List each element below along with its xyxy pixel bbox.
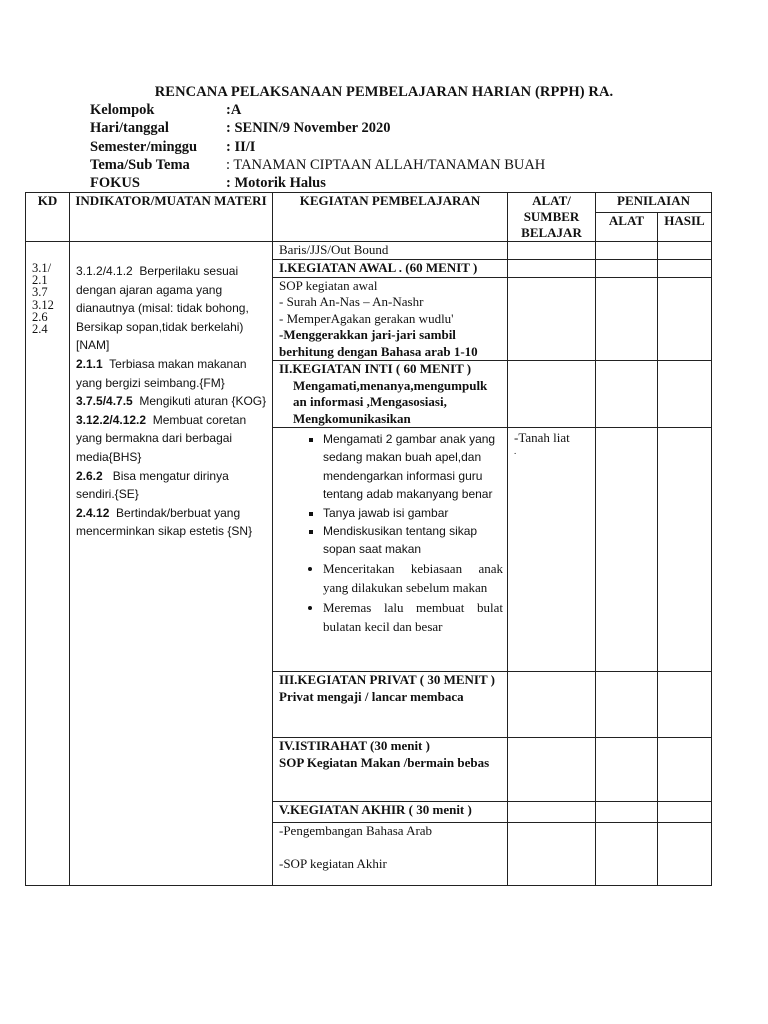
akhir-item: -SOP kegiatan Akhir — [279, 855, 387, 871]
meta-key: Semester/minggu — [90, 138, 198, 155]
header-alat-sumber: ALAT/ SUMBER BELAJAR — [508, 193, 596, 242]
kegiatan-istirahat-title: IV.ISTIRAHAT (30 menit ) — [279, 738, 430, 753]
inti-item: • Menceritakan kebiasaan anak yang dilakukan sebelum makan — [323, 559, 503, 598]
meta-value: : TANAMAN CIPTAAN ALLAH/TANAMAN BUAH — [226, 156, 546, 173]
kegiatan-awal-content — [273, 277, 508, 361]
meta-key: Hari/tanggal — [90, 120, 169, 137]
kd-item: 2.1 — [32, 273, 48, 288]
kegiatan-privat — [273, 672, 508, 738]
meta-value: : II/I — [226, 138, 256, 155]
kegiatan-pre: Baris/JJS/Out Bound — [273, 242, 508, 260]
header-penilaian: PENILAIAN — [596, 193, 712, 213]
kegiatan-akhir-content — [273, 823, 508, 886]
rpph-table — [25, 192, 712, 886]
meta-row-kelompok — [90, 101, 545, 119]
inti-square-list — [279, 430, 503, 559]
header-kegiatan: KEGIATAN PEMBELAJARAN — [273, 193, 508, 242]
alat-dot: . — [514, 446, 517, 456]
kegiatan-istirahat-text: SOP Kegiatan Makan /bermain bebas — [279, 754, 490, 770]
indikator-cell — [70, 242, 273, 886]
indikator-item: 3.1.2/4.1.2 Berperilaku sesuai dengan ajaran agama yang dianautnya (misal: tidak bohong, Bersikap sopan,tidak berkelahi)[NAM] — [76, 264, 249, 353]
kd-item: 2.4 — [32, 322, 48, 337]
kegiatan-inti-list — [273, 428, 508, 672]
meta-row-fokus — [90, 174, 545, 192]
meta-value: : Motorik Halus — [226, 175, 326, 192]
kd-item: 3.7 — [32, 285, 48, 300]
indikator-item: 2.4.12 Bertindak/berbuat yang mencerminkan sikap estetis {SN} — [76, 505, 253, 539]
inti-disc-list — [279, 559, 503, 637]
kegiatan-privat-title: III.KEGIATAN PRIVAT ( 30 MENIT ) — [279, 672, 495, 687]
inti-item: • Meremas lalu membuat bulat bulatan kecil dan besar — [323, 598, 503, 637]
header-hasil: HASIL — [658, 212, 712, 241]
document-title: RENCANA PELAKSANAAN PEMBELAJARAN HARIAN (RPPH) RA. — [154, 84, 614, 100]
header-indikator: INDIKATOR/MUATAN MATERI — [70, 193, 273, 242]
kd-item: 3.12 — [32, 297, 54, 312]
indikator-item: 3.12.2/4.12.2 Membuat coretan yang bermakna dari berbagai media{BHS} — [76, 412, 247, 464]
kd-item: 3.1/ — [32, 261, 52, 275]
meta-row-tema — [90, 156, 545, 174]
kegiatan-akhir-title: V.KEGIATAN AKHIR ( 30 menit ) — [273, 802, 508, 823]
header-alat: ALAT — [596, 212, 658, 241]
inti-item: ▪ Mengamati 2 gambar anak yang sedang makan buah apel,dan mendengarkan informasi guru tentang adab makanyang benar — [323, 430, 503, 504]
awal-item-bold: -Menggerakkan jari-jari sambil berhitung dengan Bahasa arab 1-10 — [279, 327, 478, 359]
awal-item: - Surah An-Nas – An-Nashr — [279, 294, 424, 309]
kegiatan-istirahat — [273, 738, 508, 802]
kegiatan-privat-text: Privat mengaji / lancar membaca — [279, 688, 464, 704]
meta-value: :A — [226, 102, 242, 118]
awal-item: - MemperAgakan gerakan wudlu' — [279, 310, 454, 326]
kegiatan-awal-title: I.KEGIATAN AWAL . (60 MENIT ) — [273, 260, 508, 278]
meta-key: FOKUS — [90, 175, 140, 192]
meta-value: : SENIN/9 November 2020 — [226, 120, 391, 137]
kegiatan-inti-header — [273, 361, 508, 428]
kegiatan-inti-title: II.KEGIATAN INTI ( 60 MENIT ) — [279, 361, 472, 376]
meta-row-semester — [90, 138, 545, 156]
inti-item: ▪ Mendiskusikan tentang sikap sopan saat makan — [323, 522, 503, 559]
meta-key: Kelompok — [90, 102, 155, 118]
meta-key: Tema/Sub Tema — [90, 156, 190, 173]
meta-row-hari — [90, 119, 545, 137]
alat-sumber-inti — [508, 428, 596, 672]
akhir-item: -Pengembangan Bahasa Arab — [279, 823, 433, 838]
header-kd: KD — [26, 193, 70, 242]
kd-item: 2.6 — [32, 309, 48, 324]
indikator-item: 2.1.1 Terbiasa makan makanan yang bergizi seimbang.{FM} — [76, 356, 247, 390]
identity-block — [90, 101, 545, 192]
indikator-item: 3.7.5/4.7.5 Mengikuti aturan {KOG} — [76, 394, 267, 409]
inti-item: ▪ Tanya jawab isi gambar — [323, 504, 503, 522]
indikator-item: 2.6.2 Bisa mengatur dirinya sendiri.{SE} — [76, 468, 229, 502]
kegiatan-inti-sub: Mengamati,menanya,mengumpulk an informasi ,Mengasosiasi, Mengkomunikasikan — [293, 377, 488, 426]
alat-item: -Tanah liat — [514, 430, 570, 445]
kd-cell — [26, 242, 70, 886]
awal-item: SOP kegiatan awal — [279, 277, 378, 293]
